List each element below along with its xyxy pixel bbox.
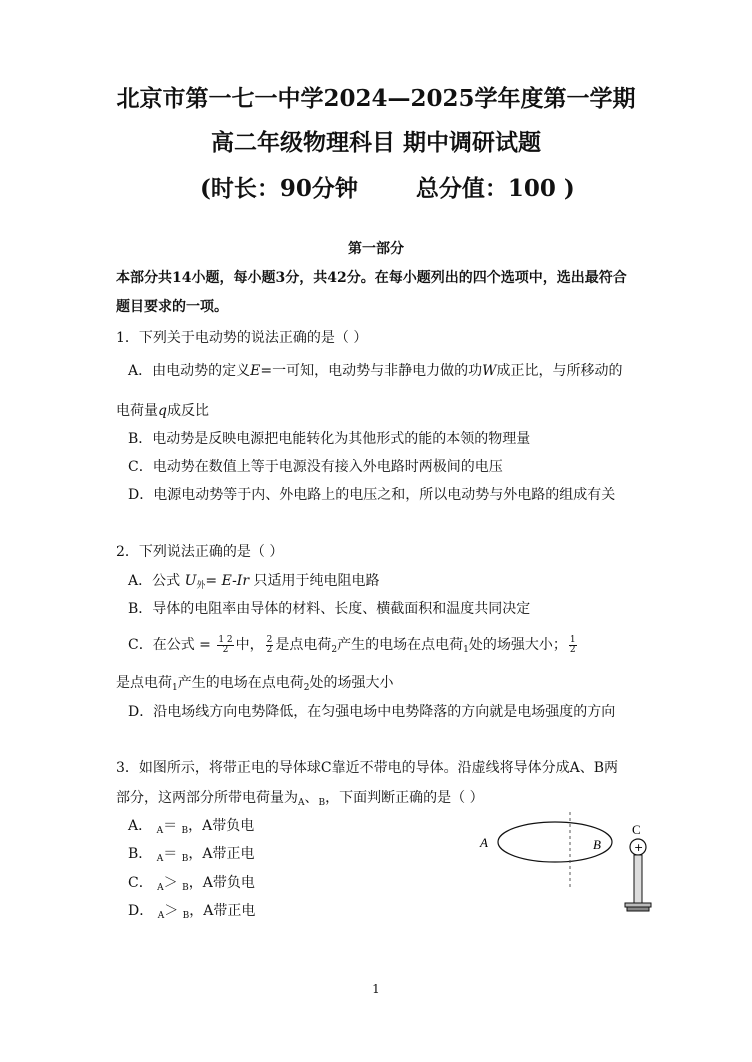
q3-stem2-sub-a: A xyxy=(298,798,305,808)
plus-sign: + xyxy=(634,841,644,854)
q3-b-sub-b: B xyxy=(181,854,189,864)
q2-c-sub2: 2 xyxy=(331,645,338,655)
q3-stem2-mid: 、 xyxy=(304,790,319,806)
section-title: 第一部分 xyxy=(348,241,404,257)
q3-d-text: ，A带正电 xyxy=(189,903,256,919)
q3-stem2-post: ，下面判断正确的是（ ） xyxy=(325,790,484,806)
exam-duration: (时长：90分钟 xyxy=(200,175,358,202)
q2-c-frac2-den: 2 xyxy=(266,644,273,655)
section-intro-line2: 题目要求的一项。 xyxy=(116,299,228,315)
q1-option-c: C．电动势在数值上等于电源没有接入外电路时两极间的电压 xyxy=(128,459,503,475)
q2-c2-t1: 产生的电场在点电荷 xyxy=(177,675,304,691)
q2-option-d: D．沿电场线方向电势降低，在匀强电场中电势降落的方向就是电场强度的方向 xyxy=(128,704,616,720)
q3-option-b xyxy=(128,843,254,863)
q2-a-subscript: 外 xyxy=(196,581,206,591)
q3-b-relation: ＝ xyxy=(163,846,178,862)
q1-a-symbol-w: W xyxy=(482,363,497,379)
q3-a-letter: A． xyxy=(128,818,153,834)
q3-c-sub-a: A xyxy=(157,883,164,893)
q2-c-fraction-2 xyxy=(266,636,274,655)
q2-c-fraction-1 xyxy=(217,636,233,655)
q2-a-symbol-u: U xyxy=(184,573,197,589)
q3-b-text: ，A带正电 xyxy=(188,846,255,862)
section-intro-line1: 本部分共14小题，每小题3分，共42分。在每小题列出的四个选项中，选出最符合 xyxy=(116,270,627,286)
q3-d-relation: ＞ xyxy=(164,903,179,919)
q3-c-letter: C． xyxy=(128,875,153,891)
q3-b-letter: B． xyxy=(128,846,153,862)
q1-a2-pre: 电荷量 xyxy=(116,403,158,419)
q3-stem2-pre: 部分，这两部分所带电荷量为 xyxy=(116,790,298,806)
q3-d-letter: D． xyxy=(128,903,154,919)
stand-base xyxy=(625,903,651,907)
q2-a-post: 只适用于纯电阻电路 xyxy=(253,573,380,589)
q3-a-sub-b: B xyxy=(181,826,189,836)
q2-c2-sub2: 2 xyxy=(303,683,310,693)
q2-c2-sub1: 1 xyxy=(172,683,178,693)
insulating-stand-pole xyxy=(634,855,642,903)
q3-stem-line2 xyxy=(116,787,484,807)
q2-a-formula: = E-Ir xyxy=(205,573,250,589)
q3-option-c xyxy=(128,872,255,892)
q2-c-pre: C．在公式 = xyxy=(128,637,216,653)
q1-option-b: B．电动势是反映电源把电能转化为其他形式的能的本领的物理量 xyxy=(128,431,531,447)
q3-d-sub-b: B xyxy=(182,911,190,921)
q3-a-text: ，A带负电 xyxy=(188,818,255,834)
q1-stem: 1．下列关于电动势的说法正确的是（ ） xyxy=(116,330,368,346)
q2-c-frac1-num: 1 2 xyxy=(218,634,233,645)
q3-option-d xyxy=(128,900,255,920)
q1-a2-post: 成反比 xyxy=(166,403,209,419)
q2-option-a xyxy=(128,570,379,590)
q2-c-t2: 是点电荷 xyxy=(275,637,332,653)
q3-c-text: ，A带负电 xyxy=(188,875,255,891)
q1-option-a-line1 xyxy=(128,360,622,380)
q2-c-frac1-den: 2 xyxy=(222,644,229,655)
q1-a-pre: A．由电动势的定义 xyxy=(128,363,251,379)
q3-stem2-sub-b: B xyxy=(318,798,326,808)
q2-c-t1: 中， xyxy=(235,637,264,653)
q2-c-frac3-num: 1 xyxy=(569,634,576,645)
q3-conductor-figure xyxy=(470,812,670,922)
q3-b-sub-a: A xyxy=(156,854,164,864)
q3-stem-line1: 3．如图所示，将带正电的导体球C靠近不带电的导体。沿虚线将导体分成A、B两 xyxy=(116,760,619,776)
q2-a-pre: A．公式 xyxy=(128,573,181,589)
q2-c-sub1: 1 xyxy=(463,645,469,655)
q1-a2-symbol-q: q xyxy=(158,403,167,419)
q2-c-frac2-num: 2 xyxy=(266,634,273,645)
q3-a-sub-a: A xyxy=(156,826,164,836)
q1-a-symbol-e: E xyxy=(250,363,261,379)
label-b: B xyxy=(593,837,601,852)
q3-d-sub-a: A xyxy=(157,911,165,921)
q2-c-t4: 处的场强大小； xyxy=(468,637,567,653)
exam-title-subject: 高二年级物理科目 期中调研试题 xyxy=(210,129,541,156)
q2-option-b: B．导体的电阻率由导体的材料、长度、横截面积和温度共同决定 xyxy=(128,601,531,617)
q2-c2-t2: 处的场强大小 xyxy=(309,675,394,691)
exam-duration-score xyxy=(200,170,575,203)
q1-option-a-line2 xyxy=(116,400,209,420)
q2-c-frac3-den: 2 xyxy=(569,644,576,655)
q2-c2-pre: 是点电荷 xyxy=(116,675,172,691)
label-c: C xyxy=(632,822,641,837)
q2-option-c-line2 xyxy=(116,672,393,692)
page-number: 1 xyxy=(372,982,380,996)
exam-total-score: 总分值：100 ) xyxy=(415,175,575,202)
q3-c-sub-b: B xyxy=(182,883,189,893)
q1-option-d: D．电源电动势等于内、外电路上的电压之和，所以电动势与外电路的组成有关 xyxy=(128,487,616,503)
q3-c-relation: ＞ xyxy=(163,875,178,891)
stand-foot xyxy=(627,907,649,911)
q3-a-relation: ＝ xyxy=(163,818,178,834)
q1-a-post: 成正比，与所移动的 xyxy=(496,363,623,379)
q2-option-c-line1 xyxy=(128,634,579,655)
q2-stem: 2．下列说法正确的是（ ） xyxy=(116,544,284,560)
q2-c-t3: 产生的电场在点电荷 xyxy=(337,637,464,653)
q1-a-mid: =一可知，电动势与非静电力做的功 xyxy=(260,363,483,379)
q2-c-fraction-3 xyxy=(569,636,577,655)
q3-option-a xyxy=(128,815,254,835)
label-a: A xyxy=(480,835,488,850)
exam-title-school: 北京市第一七一中学2024—2025学年度第一学期 xyxy=(116,85,636,112)
